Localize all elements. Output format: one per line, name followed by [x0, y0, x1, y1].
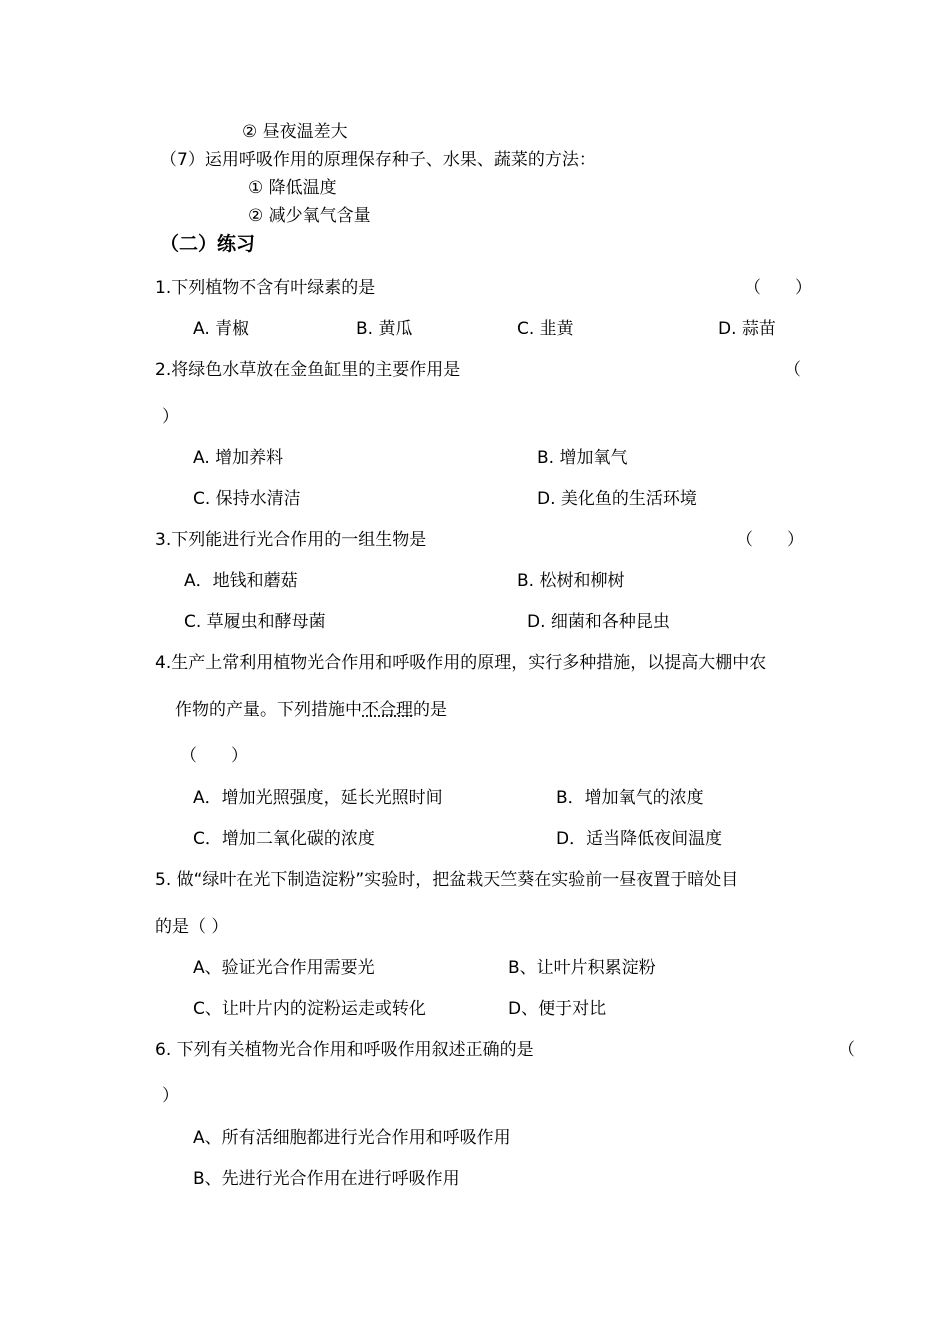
- intro-method-1: ① 降低温度: [248, 178, 337, 198]
- q3-stem: 3.下列能进行光合作用的一组生物是: [155, 530, 427, 550]
- section-title: （二）练习: [160, 233, 256, 255]
- q4-option-c: C．增加二氧化碳的浓度: [193, 829, 375, 849]
- q5-option-c: C、让叶片内的淀粉运走或转化: [193, 999, 426, 1019]
- q3-option-b: B. 松树和柳树: [517, 571, 625, 591]
- q2-paren-open: （: [784, 360, 801, 380]
- q5-stem-line-1: 5. 做“绿叶在光下制造淀粉”实验时，把盆栽天竺葵在实验前一昼夜置于暗处目: [155, 870, 739, 890]
- q1-option-d: D. 蒜苗: [718, 319, 776, 339]
- q4-stem-pre: 作物的产量。下列措施中: [175, 700, 362, 720]
- q3-answer-paren: （ ）: [736, 530, 804, 550]
- q2-stem: 2.将绿色水草放在金鱼缸里的主要作用是: [155, 360, 461, 380]
- q3-option-d: D. 细菌和各种昆虫: [527, 612, 670, 632]
- q3-option-c: C. 草履虫和酵母菌: [184, 612, 326, 632]
- q1-stem: 1.下列植物不含有叶绿素的是: [155, 278, 376, 298]
- intro-method-2: ② 减少氧气含量: [248, 206, 371, 226]
- q2-paren-close: ）: [162, 407, 179, 427]
- q4-option-d: D．适当降低夜间温度: [556, 829, 723, 849]
- q4-option-a: A．增加光照强度，延长光照时间: [193, 788, 443, 808]
- q6-option-b: B、先进行光合作用在进行呼吸作用: [193, 1169, 460, 1189]
- q6-paren-open: （: [838, 1040, 855, 1060]
- q6-paren-close: ）: [162, 1086, 179, 1106]
- q5-stem-line-2: 的是（ ）: [155, 917, 229, 937]
- q6-stem: 6. 下列有关植物光合作用和呼吸作用叙述正确的是: [155, 1040, 534, 1060]
- q5-option-b: B、让叶片积累淀粉: [508, 958, 656, 978]
- q5-option-d: D、便于对比: [508, 999, 607, 1019]
- q4-emphasis-not-reasonable: 不合理: [362, 700, 413, 720]
- intro-point-7: （7）运用呼吸作用的原理保存种子、水果、蔬菜的方法：: [160, 150, 596, 170]
- q1-option-a: A. 青椒: [193, 319, 250, 339]
- q2-option-b: B. 增加氧气: [537, 448, 628, 468]
- q2-option-a: A. 增加养料: [193, 448, 284, 468]
- q4-stem-line-2: [175, 699, 447, 721]
- q4-answer-paren: （ ）: [180, 746, 248, 766]
- q2-option-d: D. 美化鱼的生活环境: [537, 489, 697, 509]
- q6-option-a: A、所有活细胞都进行光合作用和呼吸作用: [193, 1128, 511, 1148]
- intro-item-2: ② 昼夜温差大: [242, 122, 348, 142]
- q1-option-b: B. 黄瓜: [356, 319, 413, 339]
- q4-option-b: B．增加氧气的浓度: [556, 788, 704, 808]
- q2-option-c: C. 保持水清洁: [193, 489, 301, 509]
- q1-answer-paren: （ ）: [744, 278, 812, 298]
- q4-stem-line-1: 4.生产上常利用植物光合作用和呼吸作用的原理，实行多种措施，以提高大棚中农: [155, 653, 767, 673]
- q1-option-c: C. 韭黄: [517, 319, 574, 339]
- q3-option-a: A．地钱和蘑菇: [184, 571, 298, 591]
- q4-stem-post: 的是: [413, 700, 447, 720]
- q5-option-a: A、验证光合作用需要光: [193, 958, 375, 978]
